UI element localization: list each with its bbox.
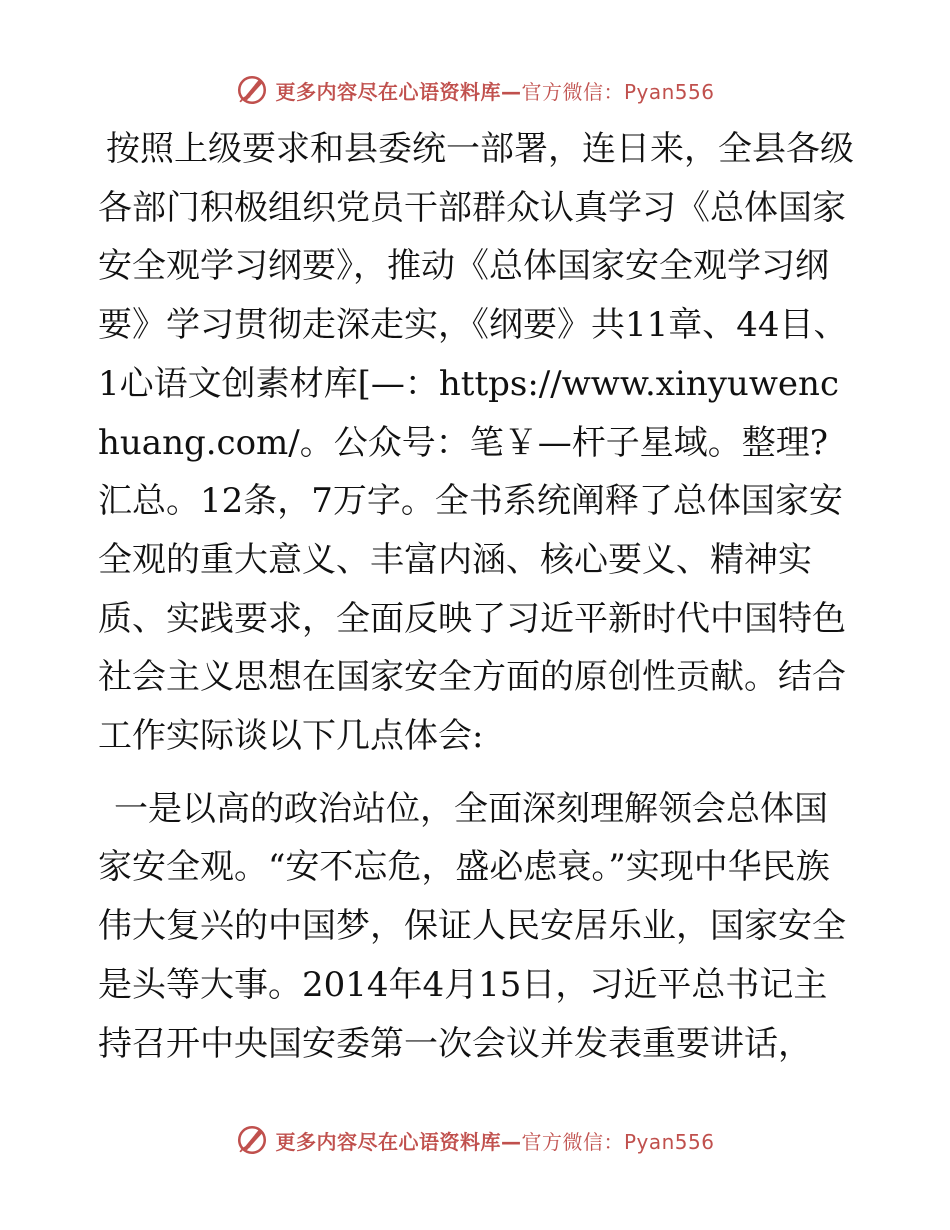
- footer-banner: [0, 1120, 950, 1160]
- quill-seal-icon: [235, 1123, 269, 1157]
- paragraph-intro: 按照上级要求和县委统一部署，连日来，全县各级各部门积极组织党员干部群众认真学习《总体国家安全观学习纲要》，推动《总体国家安全观学习纲要》学习贯彻走深走实，《纲要》共11章、44目、1心语文创素材库[—：https://www.xinyuwenchuang.com/。公众号：笔￥—杆子星域。整理?汇总。12条，7万字。全书系统阐释了总体国家安全观的重大意义、丰富内涵、核心要义、精神实质、实践要求，全面反映了习近平新时代中国特色社会主义思想在国家安全方面的原创性贡献。结合工作实际谈以下几点体会:: [98, 129, 854, 757]
- paragraph-point-one: 一是以高的政治站位，全面深刻理解领会总体国家安全观。“安不忘危，盛必虑衰。”实现中华民族伟大复兴的中国梦，保证人民安居乐业，国家安全是头等大事。2014年4月15日，习近平总书记主持召开中央国安委第一次会议并发表重要讲话，: [98, 788, 846, 1064]
- footer-banner-text: 更多内容尽在心语资料库—官方微信：Pyan556: [275, 1129, 715, 1154]
- header-banner-text: 更多内容尽在心语资料库—官方微信：Pyan556: [275, 79, 715, 104]
- document-body: [98, 120, 858, 1073]
- header-banner: [0, 70, 950, 110]
- quill-seal-icon: [235, 73, 269, 107]
